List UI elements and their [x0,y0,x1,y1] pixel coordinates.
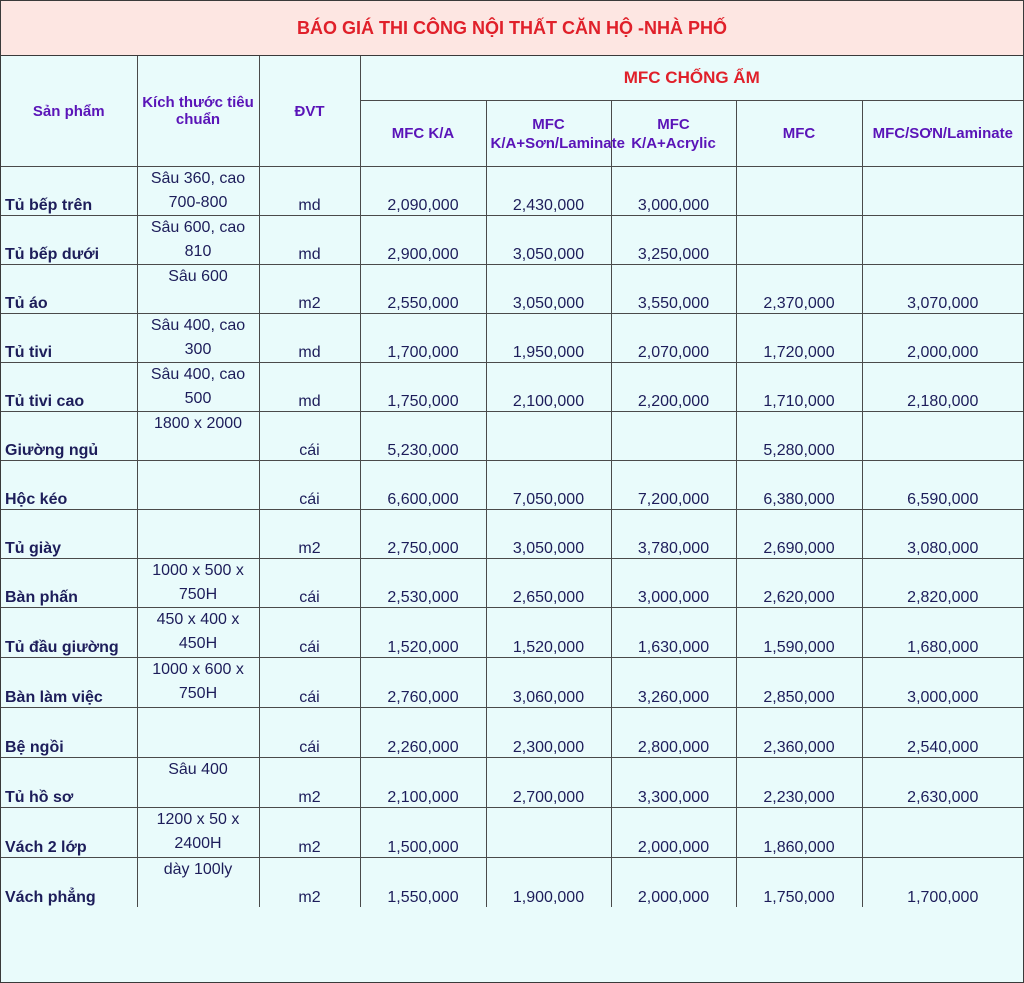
price-cell: 2,200,000 [611,363,736,412]
price-cell: 1,900,000 [486,858,611,908]
standard-size: 1000 x 500 x 750H [137,559,259,608]
price-cell: 1,750,000 [360,363,486,412]
unit-cell: md [259,314,360,363]
price-cell: 2,370,000 [736,265,862,314]
unit-cell: cái [259,412,360,461]
price-cell: 2,850,000 [736,658,862,708]
header-unit: ĐVT [259,56,360,167]
price-cell: 3,000,000 [611,167,736,216]
price-cell: 2,260,000 [360,708,486,758]
table-row [1,858,1023,908]
product-name: Bàn làm việc [1,658,137,708]
unit-cell: cái [259,461,360,510]
unit-cell: m2 [259,510,360,559]
price-cell: 1,750,000 [736,858,862,908]
standard-size: Sâu 360, cao 700-800 [137,167,259,216]
price-cell: 2,620,000 [736,559,862,608]
product-name: Tủ bếp trên [1,167,137,216]
price-cell: 1,520,000 [486,608,611,658]
price-cell: 2,300,000 [486,708,611,758]
unit-cell: md [259,167,360,216]
product-name: Tủ hồ sơ [1,758,137,808]
price-cell: 2,530,000 [360,559,486,608]
price-cell [862,167,1023,216]
price-cell: 1,500,000 [360,808,486,858]
product-name: Vách phẳng [1,858,137,908]
price-cell: 1,700,000 [862,858,1023,908]
price-cell: 2,000,000 [862,314,1023,363]
header-sub: MFC K/A+Acrylic [611,101,736,167]
table-row [1,216,1023,265]
price-cell: 1,520,000 [360,608,486,658]
price-cell: 2,650,000 [486,559,611,608]
product-name: Bàn phấn [1,559,137,608]
price-cell: 3,000,000 [611,559,736,608]
standard-size [137,510,259,559]
price-cell: 2,100,000 [486,363,611,412]
price-cell: 3,000,000 [862,658,1023,708]
product-name: Tủ đầu giường [1,608,137,658]
unit-cell: m2 [259,758,360,808]
table-row [1,559,1023,608]
standard-size: 1800 x 2000 [137,412,259,461]
header-sub: MFC K/A [360,101,486,167]
product-name: Hộc kéo [1,461,137,510]
price-cell: 1,680,000 [862,608,1023,658]
price-cell: 2,070,000 [611,314,736,363]
price-cell: 3,070,000 [862,265,1023,314]
price-cell [736,167,862,216]
header-sub: MFC/SƠN/Laminate [862,101,1023,167]
standard-size: Sâu 600 [137,265,259,314]
unit-cell: md [259,216,360,265]
price-cell: 2,540,000 [862,708,1023,758]
standard-size [137,461,259,510]
price-cell: 7,200,000 [611,461,736,510]
product-name: Giường ngủ [1,412,137,461]
price-cell: 3,050,000 [486,510,611,559]
price-cell: 3,780,000 [611,510,736,559]
price-cell: 2,100,000 [360,758,486,808]
standard-size: 1000 x 600 x 750H [137,658,259,708]
price-cell: 2,800,000 [611,708,736,758]
standard-size: Sâu 400, cao 300 [137,314,259,363]
price-cell [862,216,1023,265]
table-row [1,314,1023,363]
price-cell: 1,630,000 [611,608,736,658]
header-product: Sản phẩm [1,56,137,167]
table-row [1,461,1023,510]
table-row [1,510,1023,559]
unit-cell: cái [259,708,360,758]
price-cell [862,808,1023,858]
standard-size: 1200 x 50 x 2400H [137,808,259,858]
table-row [1,265,1023,314]
unit-cell: cái [259,559,360,608]
price-cell: 2,630,000 [862,758,1023,808]
price-cell: 1,550,000 [360,858,486,908]
unit-cell: m2 [259,808,360,858]
standard-size: Sâu 600, cao 810 [137,216,259,265]
price-cell: 2,090,000 [360,167,486,216]
price-cell [486,412,611,461]
product-name: Tủ tivi cao [1,363,137,412]
table-row [1,658,1023,708]
table-row [1,808,1023,858]
price-cell: 2,750,000 [360,510,486,559]
price-table [1,56,1023,907]
price-cell: 6,600,000 [360,461,486,510]
price-cell: 5,230,000 [360,412,486,461]
header-sub: MFC K/A+Sơn/Laminate [486,101,611,167]
product-name: Tủ giày [1,510,137,559]
product-name: Tủ tivi [1,314,137,363]
price-cell [736,216,862,265]
price-cell: 7,050,000 [486,461,611,510]
price-cell: 2,000,000 [611,858,736,908]
price-cell: 1,860,000 [736,808,862,858]
unit-cell: m2 [259,858,360,908]
header-sub: MFC [736,101,862,167]
table-row [1,758,1023,808]
product-name: Tủ áo [1,265,137,314]
price-cell: 3,550,000 [611,265,736,314]
price-cell: 3,050,000 [486,265,611,314]
price-cell: 2,230,000 [736,758,862,808]
standard-size: Sâu 400 [137,758,259,808]
table-row [1,708,1023,758]
price-cell [862,412,1023,461]
price-cell: 1,700,000 [360,314,486,363]
price-cell: 2,900,000 [360,216,486,265]
price-cell: 3,060,000 [486,658,611,708]
price-cell: 3,050,000 [486,216,611,265]
product-name: Tủ bếp dưới [1,216,137,265]
table-row [1,363,1023,412]
standard-size: 450 x 400 x 450H [137,608,259,658]
unit-cell: cái [259,608,360,658]
price-cell: 2,690,000 [736,510,862,559]
price-cell: 2,000,000 [611,808,736,858]
price-cell: 3,250,000 [611,216,736,265]
header-size: Kích thước tiêu chuẩn [137,56,259,167]
price-cell: 2,760,000 [360,658,486,708]
price-cell: 6,380,000 [736,461,862,510]
price-cell: 2,820,000 [862,559,1023,608]
unit-cell: cái [259,658,360,708]
table-row [1,412,1023,461]
price-cell: 2,430,000 [486,167,611,216]
price-cell: 6,590,000 [862,461,1023,510]
table-row [1,608,1023,658]
price-cell: 3,300,000 [611,758,736,808]
price-cell: 3,080,000 [862,510,1023,559]
price-cell [611,412,736,461]
price-cell: 2,700,000 [486,758,611,808]
price-cell: 1,710,000 [736,363,862,412]
standard-size: Sâu 400, cao 500 [137,363,259,412]
sheet-title: BÁO GIÁ THI CÔNG NỘI THẤT CĂN HỘ -NHÀ PHỐ [1,1,1023,56]
price-cell: 2,360,000 [736,708,862,758]
product-name: Bệ ngồi [1,708,137,758]
product-name: Vách 2 lớp [1,808,137,858]
price-cell: 5,280,000 [736,412,862,461]
price-cell: 3,260,000 [611,658,736,708]
price-cell: 1,590,000 [736,608,862,658]
price-cell: 2,180,000 [862,363,1023,412]
table-row [1,167,1023,216]
unit-cell: md [259,363,360,412]
price-cell: 2,550,000 [360,265,486,314]
price-cell: 1,950,000 [486,314,611,363]
header-group: MFC CHỐNG ẨM [360,56,1023,101]
standard-size: dày 100ly [137,858,259,908]
standard-size [137,708,259,758]
unit-cell: m2 [259,265,360,314]
price-cell: 1,720,000 [736,314,862,363]
price-cell [486,808,611,858]
